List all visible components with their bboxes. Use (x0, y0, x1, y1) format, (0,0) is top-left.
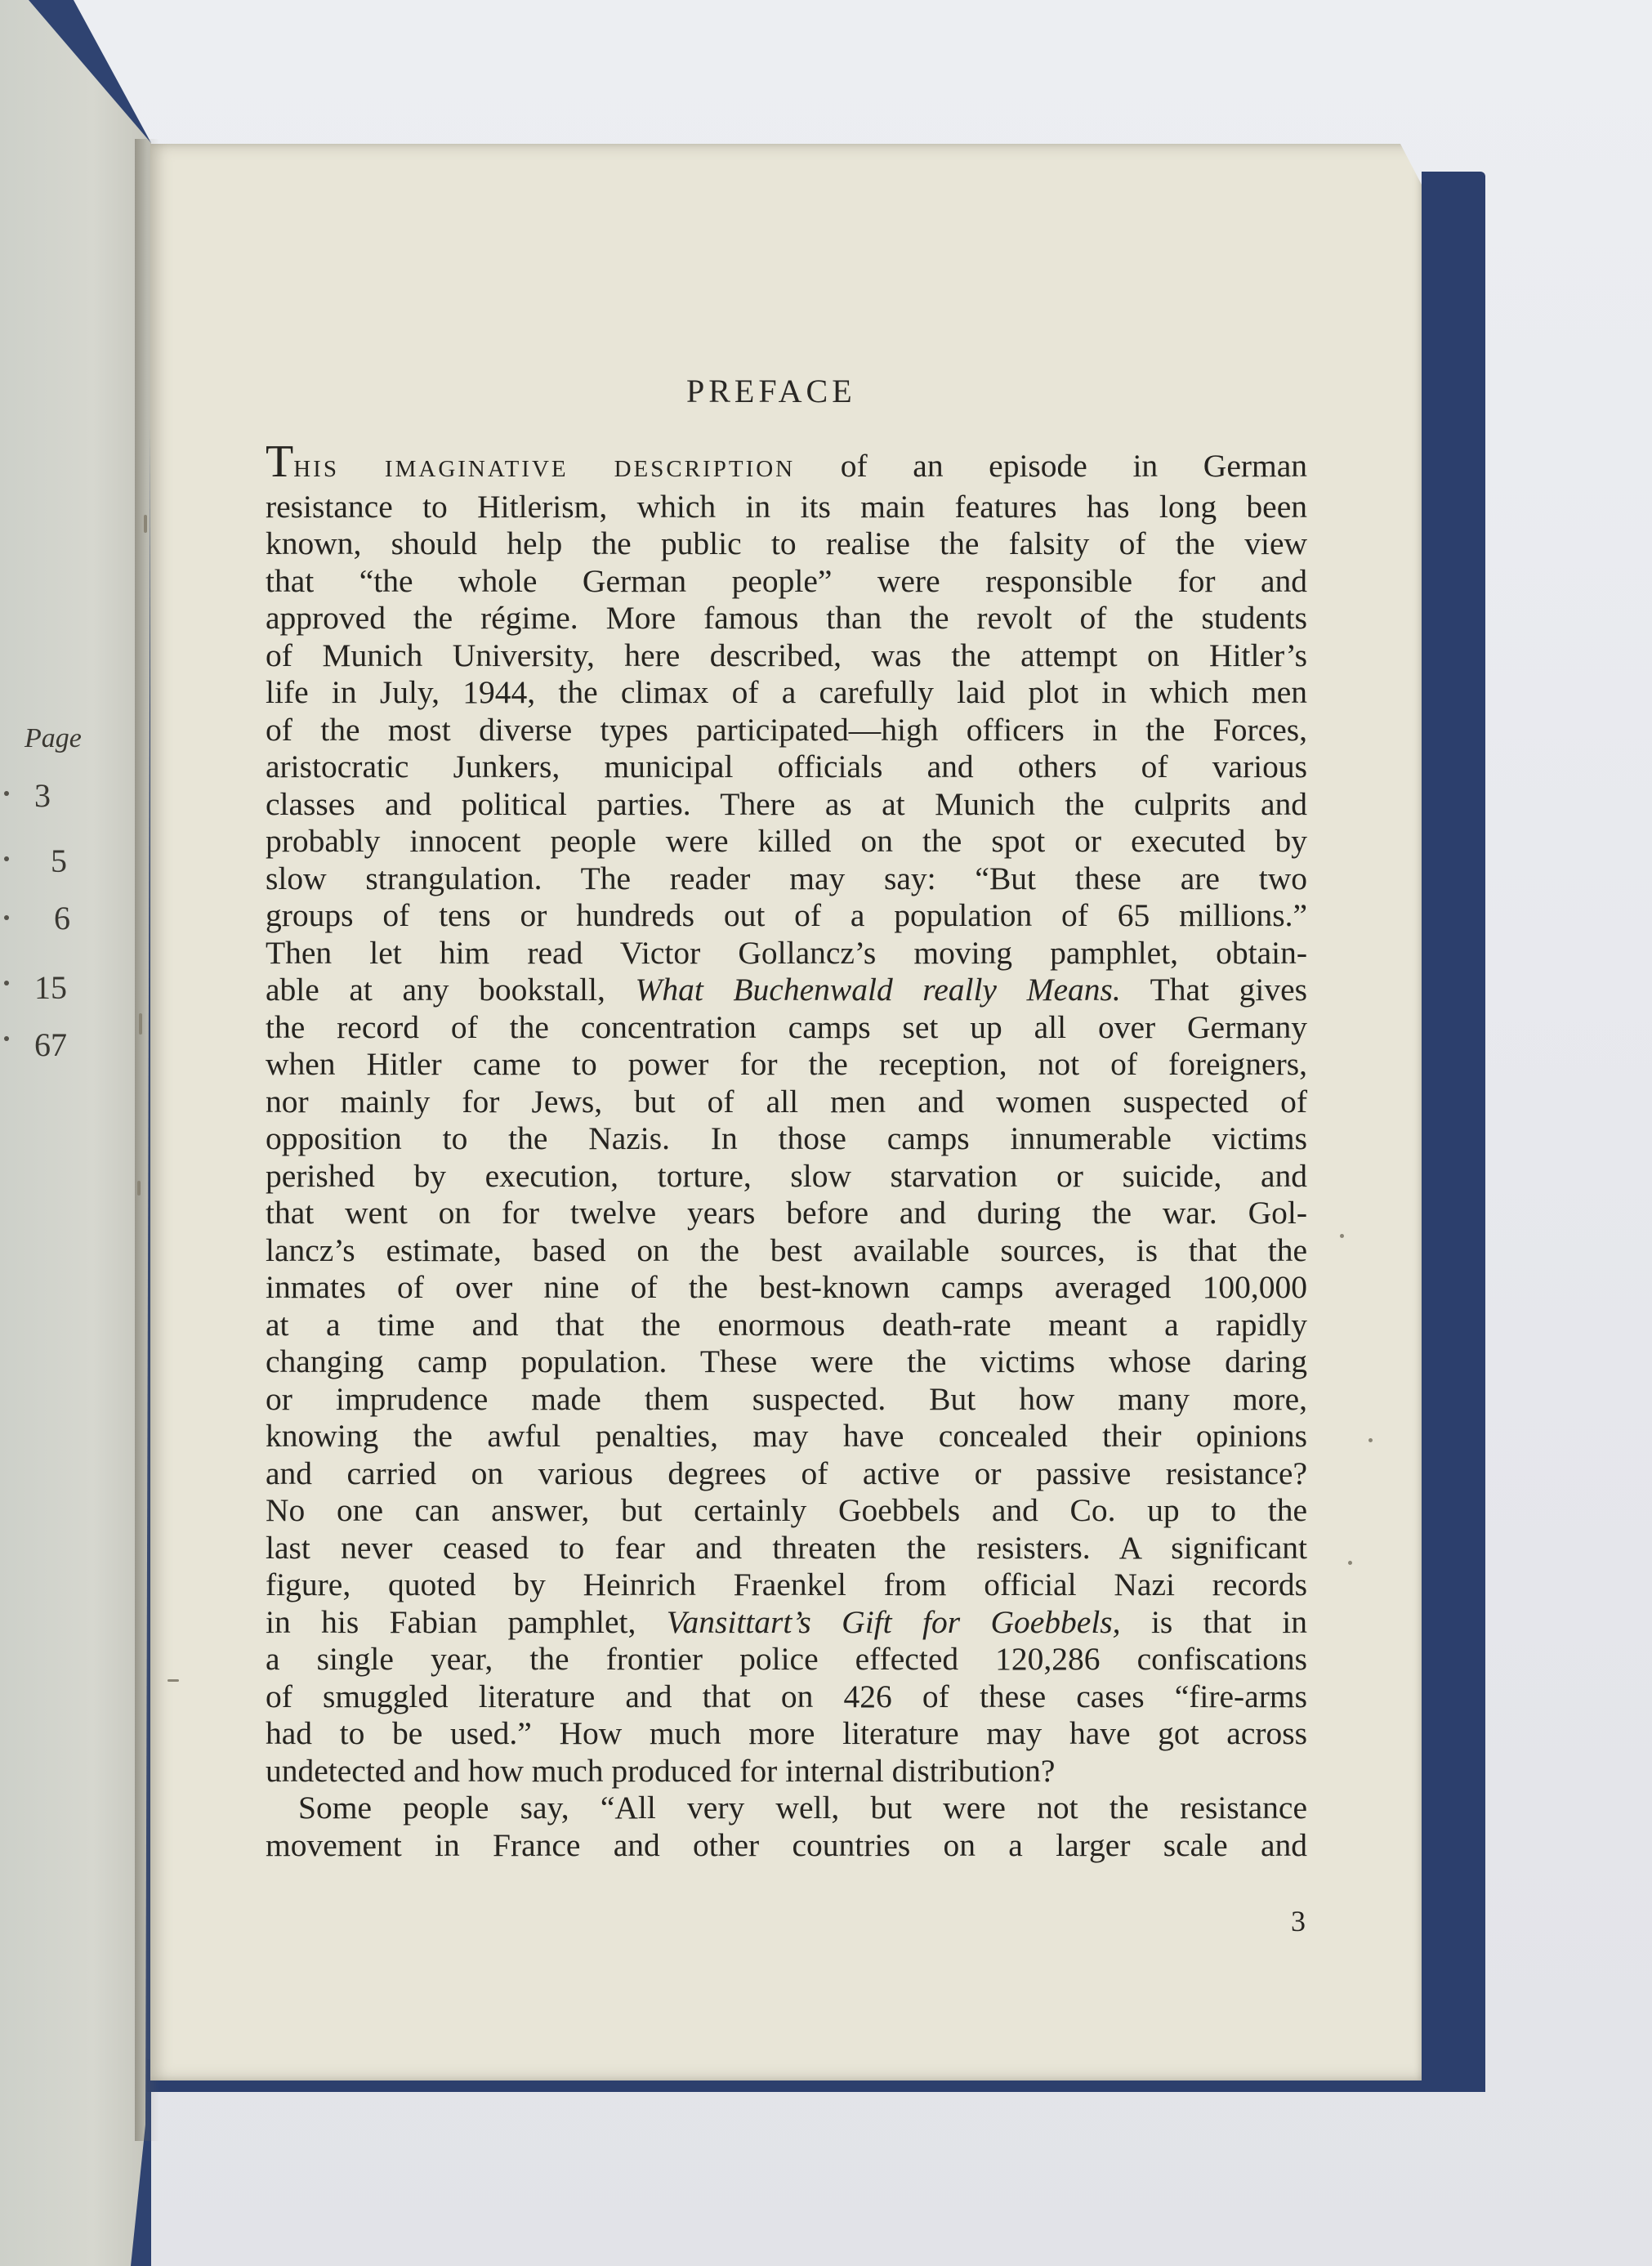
text-line: THIS IMAGINATIVE DESCRIPTION of an episode in German (266, 436, 1308, 487)
contents-page-number: 67 (34, 1026, 67, 1063)
text-line: or imprudence made them suspected. But how many more, (266, 1380, 1307, 1417)
text-line: Then let him read Victor Gollancz’s moving pamphlet, obtain- (266, 934, 1307, 971)
text-line: aristocratic Junkers, municipal officials and others of various (266, 749, 1307, 784)
text-line: of smuggled literature and that on 426 of these cases “fire-arms (266, 1678, 1307, 1714)
text-line: known, should help the public to realise the falsity of the view (266, 525, 1307, 561)
text-line: that “the whole German people” were responsible for and (266, 562, 1307, 599)
text-line: at a time and that the enormous death-rate meant a rapidly (266, 1306, 1307, 1343)
text-line: figure, quoted by Heinrich Fraenkel from official Nazi records (266, 1567, 1307, 1602)
contents-page-number: 6 (54, 900, 70, 936)
page-number: 3 (1291, 1905, 1306, 1937)
text-line: movement in France and other countries on a larger scale and (266, 1826, 1307, 1863)
page-title: PREFACE (686, 373, 856, 409)
text-line: of the most diverse types participated—high officers in the Forces, (266, 711, 1307, 748)
text-line: last never ceased to fear and threaten the resisters. A significant (266, 1529, 1307, 1566)
text-line: and carried on various degrees of active or passive resistance? (266, 1455, 1307, 1491)
text-line: knowing the awful penalties, may have concealed their opinions (266, 1418, 1307, 1454)
leader-dot (4, 791, 9, 796)
text-line: able at any bookstall, What Buchenwald really Means. That gives (266, 972, 1308, 1008)
text-line: opposition to the Nazis. In those camps innumerable victims (266, 1120, 1307, 1156)
book-cover-right-edge (1422, 172, 1485, 2092)
text-line: when Hitler came to power for the reception, not of foreigners, (266, 1046, 1307, 1082)
text-line: had to be used.” How much more literature may have got across (266, 1715, 1307, 1751)
leader-dot (4, 1036, 9, 1041)
contents-page-label: Page (25, 723, 82, 753)
text-line: in his Fabian pamphlet, Vansittart’s Gift for Goebbels, is that in (266, 1603, 1307, 1640)
leader-dot (4, 915, 9, 920)
text-line: a single year, the frontier police effected 120,286 confiscations (266, 1641, 1307, 1677)
drop-cap: T (266, 436, 294, 487)
left-page-contents (0, 0, 155, 2266)
text-line: No one can answer, but certainly Goebbels and Co. up to the (266, 1492, 1307, 1528)
preface-body (266, 436, 1308, 1864)
text-line: approved the régime. More famous than the revolt of the students (266, 600, 1307, 636)
contents-page-number: 15 (34, 969, 67, 1006)
text-line: Some people say, “All very well, but were not the resistance (298, 1790, 1307, 1826)
italic-title: Vansittart’s Gift for Goebbels, (666, 1603, 1121, 1640)
text-line: nor mainly for Jews, but of all men and women suspected of (266, 1083, 1307, 1120)
text-line: life in July, 1944, the climax of a carefully laid plot in which men (266, 674, 1307, 710)
text-line: classes and political parties. There as at Munich the culprits and (266, 785, 1307, 822)
text-line: probably innocent people were killed on the spot or executed by (266, 823, 1307, 859)
text-line: of Munich University, here described, was the attempt on Hitler’s (266, 637, 1307, 673)
text-line: undetected and how much produced for internal distribution? (266, 1752, 1056, 1789)
small-caps-opening: HIS IMAGINATIVE DESCRIPTION (293, 456, 796, 482)
text-line: lancz’s estimate, based on the best available sources, is that the (266, 1231, 1307, 1268)
contents-page-number: 3 (34, 777, 51, 814)
text-line: slow strangulation. The reader may say: “But these are two (266, 860, 1307, 896)
leader-dot (4, 856, 9, 861)
leader-dot (4, 981, 9, 986)
text-line: changing camp population. These were the victims whose daring (266, 1343, 1307, 1379)
text-line: groups of tens or hundreds out of a population of 65 millions.” (266, 897, 1307, 933)
italic-title: What Buchenwald really Means. (635, 972, 1121, 1008)
text-line: perished by execution, torture, slow starvation or suicide, and (266, 1157, 1307, 1194)
text-line: that went on for twelve years before and during the war. Gol- (266, 1195, 1307, 1231)
text-line: resistance to Hitlerism, which in its main features has long been (266, 488, 1307, 525)
contents-page-number: 5 (51, 842, 67, 879)
text-line: inmates of over nine of the best-known camps averaged 100,000 (266, 1269, 1307, 1305)
text-line: the record of the concentration camps set up all over Germany (266, 1008, 1307, 1045)
